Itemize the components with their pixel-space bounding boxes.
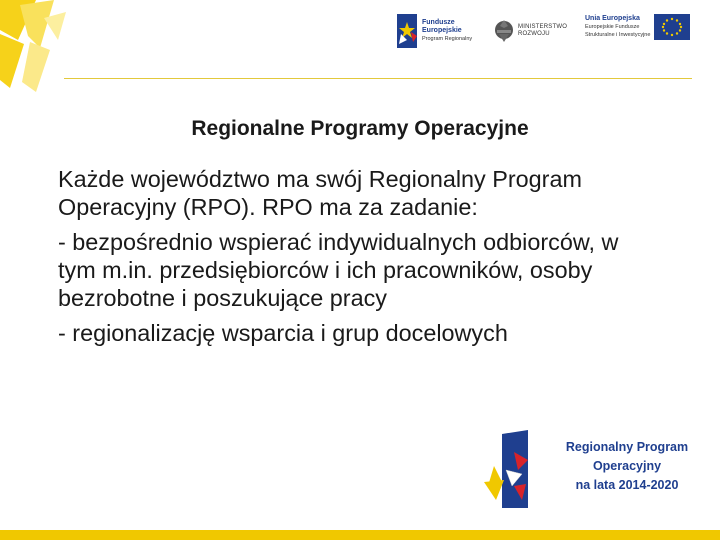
fundusze-line3: Program Regionalny: [422, 36, 473, 42]
bullet-regionalization: - regionalizację wsparcia i grup docelowych: [58, 320, 508, 346]
ministerstwo-line2: ROZWOJU: [518, 31, 550, 37]
header-logos: [395, 14, 705, 64]
eagle-emblem-icon: [493, 14, 515, 48]
eu-flag-icon: [654, 14, 690, 40]
fundusze-line2: Europejskie: [422, 27, 462, 34]
unia-line1: Unia Europejska: [585, 15, 640, 22]
bullet-support: - bezpośrednio wspierać indywidualnych odbiorców, w tym m.in. przedsiębiorców i ich pracowników, osoby bezrobotne i poszukujące pracy: [58, 229, 619, 311]
corner-decoration: [0, 0, 72, 92]
rpo-line2: na lata 2014-2020: [575, 478, 679, 492]
unia-europejska-logo: [585, 14, 690, 40]
fundusze-europejskie-logo: [395, 14, 472, 48]
ministerstwo-rozwoju-logo: [493, 14, 567, 48]
unia-line2: Europejskie Fundusze: [585, 24, 640, 30]
header-divider: [64, 78, 692, 79]
rpo-star-icon: [484, 430, 540, 508]
fundusze-line1: Fundusze: [422, 19, 455, 26]
slide-title: Regionalne Programy Operacyjne: [191, 117, 529, 140]
ministerstwo-line1: MINISTERSTWO: [518, 24, 568, 30]
intro-paragraph: Każde województwo ma swój Regionalny Program Operacyjny (RPO). RPO ma za zadanie:: [58, 166, 582, 220]
rpo-logo: [484, 430, 720, 510]
bottom-accent-bar: [0, 530, 720, 540]
fundusze-star-icon: [395, 14, 419, 48]
unia-line3: Strukturalne i Inwestycyjne: [585, 32, 651, 38]
rpo-line1: Regionalny Program Operacyjny: [565, 440, 689, 473]
slide-body: [58, 165, 658, 354]
